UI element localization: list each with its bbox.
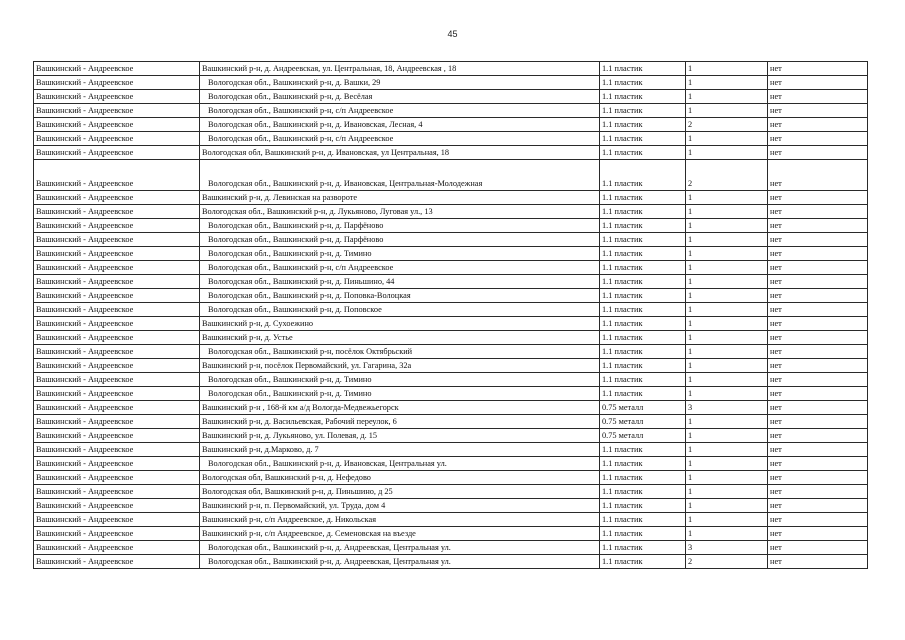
container-type-cell: 1.1 пластик bbox=[600, 471, 686, 485]
container-type-cell: 0.75 металл bbox=[600, 429, 686, 443]
table-row bbox=[34, 541, 868, 555]
table-row bbox=[34, 555, 868, 569]
table-row bbox=[34, 527, 868, 541]
table-row bbox=[34, 90, 868, 104]
district-cell: Вашкинский - Андреевское bbox=[34, 345, 200, 359]
district-cell: Вашкинский - Андреевское bbox=[34, 555, 200, 569]
address-cell: Вашкинский р-н, д. Устье bbox=[200, 331, 600, 345]
container-type-cell: 1.1 пластик bbox=[600, 160, 686, 191]
container-type-cell: 1.1 пластик bbox=[600, 345, 686, 359]
address-cell: Вологодская обл., Вашкинский р-н, посёлок Октябрьский bbox=[200, 345, 600, 359]
address-cell: Вологодская обл., Вашкинский р-н, д. Тимино bbox=[200, 373, 600, 387]
container-type-cell: 1.1 пластик bbox=[600, 289, 686, 303]
container-type-cell: 1.1 пластик bbox=[600, 527, 686, 541]
status-cell: нет bbox=[768, 303, 868, 317]
table-row bbox=[34, 160, 868, 191]
address-cell: Вашкинский р-н, д. Левинская на развороте bbox=[200, 191, 600, 205]
district-cell: Вашкинский - Андреевское bbox=[34, 160, 200, 191]
table-row bbox=[34, 345, 868, 359]
status-cell: нет bbox=[768, 401, 868, 415]
container-type-cell: 1.1 пластик bbox=[600, 233, 686, 247]
status-cell: нет bbox=[768, 160, 868, 191]
page-number: 45 bbox=[447, 29, 458, 39]
container-count-cell: 1 bbox=[686, 275, 768, 289]
district-cell: Вашкинский - Андреевское bbox=[34, 373, 200, 387]
status-cell: нет bbox=[768, 62, 868, 76]
table-row bbox=[34, 118, 868, 132]
container-type-cell: 1.1 пластик bbox=[600, 359, 686, 373]
table-row bbox=[34, 485, 868, 499]
table-row bbox=[34, 247, 868, 261]
district-cell: Вашкинский - Андреевское bbox=[34, 275, 200, 289]
container-type-cell: 1.1 пластик bbox=[600, 275, 686, 289]
district-cell: Вашкинский - Андреевское bbox=[34, 415, 200, 429]
container-type-cell: 1.1 пластик bbox=[600, 146, 686, 160]
district-cell: Вашкинский - Андреевское bbox=[34, 247, 200, 261]
table-row bbox=[34, 457, 868, 471]
container-count-cell: 3 bbox=[686, 401, 768, 415]
district-cell: Вашкинский - Андреевское bbox=[34, 303, 200, 317]
container-count-cell: 1 bbox=[686, 345, 768, 359]
district-cell: Вашкинский - Андреевское bbox=[34, 76, 200, 90]
district-cell: Вашкинский - Андреевское bbox=[34, 205, 200, 219]
container-sites-table bbox=[33, 61, 868, 569]
container-count-cell: 1 bbox=[686, 104, 768, 118]
status-cell: нет bbox=[768, 359, 868, 373]
status-cell: нет bbox=[768, 191, 868, 205]
container-count-cell: 1 bbox=[686, 219, 768, 233]
container-type-cell: 1.1 пластик bbox=[600, 555, 686, 569]
district-cell: Вашкинский - Андреевское bbox=[34, 118, 200, 132]
district-cell: Вашкинский - Андреевское bbox=[34, 219, 200, 233]
container-type-cell: 0.75 металл bbox=[600, 415, 686, 429]
district-cell: Вашкинский - Андреевское bbox=[34, 401, 200, 415]
table-row bbox=[34, 104, 868, 118]
status-cell: нет bbox=[768, 90, 868, 104]
container-type-cell: 1.1 пластик bbox=[600, 132, 686, 146]
container-count-cell: 1 bbox=[686, 90, 768, 104]
district-cell: Вашкинский - Андреевское bbox=[34, 233, 200, 247]
address-cell: Вашкинский р-н, д. Сухоежино bbox=[200, 317, 600, 331]
container-type-cell: 0.75 металл bbox=[600, 401, 686, 415]
container-count-cell: 1 bbox=[686, 233, 768, 247]
address-cell: Вологодская обл., Вашкинский р-н, д. Лукьяново, Луговая ул., 13 bbox=[200, 205, 600, 219]
status-cell: нет bbox=[768, 76, 868, 90]
address-cell: Вологодская обл., Вашкинский р-н, д. Вашки, 29 bbox=[200, 76, 600, 90]
container-count-cell: 2 bbox=[686, 160, 768, 191]
container-type-cell: 1.1 пластик bbox=[600, 205, 686, 219]
table-row bbox=[34, 429, 868, 443]
address-cell: Вашкинский р-н, с/п Андреевское, д. Никольская bbox=[200, 513, 600, 527]
address-cell: Вашкинский р-н, д. Андреевская, ул. Центральная, 18, Андреевская , 18 bbox=[200, 62, 600, 76]
address-cell: Вологодская обл., Вашкинский р-н, д. Весёлая bbox=[200, 90, 600, 104]
container-type-cell: 1.1 пластик bbox=[600, 457, 686, 471]
table-row bbox=[34, 219, 868, 233]
district-cell: Вашкинский - Андреевское bbox=[34, 104, 200, 118]
status-cell: нет bbox=[768, 471, 868, 485]
address-cell: Вологодская обл., Вашкинский р-н, д. Поповка-Волоцкая bbox=[200, 289, 600, 303]
district-cell: Вашкинский - Андреевское bbox=[34, 146, 200, 160]
district-cell: Вашкинский - Андреевское bbox=[34, 62, 200, 76]
address-cell: Вологодская обл., Вашкинский р-н, д. Ивановская, Центральная ул. bbox=[200, 457, 600, 471]
address-cell: Вашкинский р-н , 168-й км а/д Вологда-Медвежьегорск bbox=[200, 401, 600, 415]
container-type-cell: 1.1 пластик bbox=[600, 76, 686, 90]
district-cell: Вашкинский - Андреевское bbox=[34, 485, 200, 499]
status-cell: нет bbox=[768, 373, 868, 387]
address-cell: Вашкинский р-н, д. Лукьяново, ул. Полевая, д. 15 bbox=[200, 429, 600, 443]
district-cell: Вашкинский - Андреевское bbox=[34, 387, 200, 401]
container-type-cell: 1.1 пластик bbox=[600, 104, 686, 118]
container-type-cell: 1.1 пластик bbox=[600, 247, 686, 261]
container-type-cell: 1.1 пластик bbox=[600, 485, 686, 499]
container-type-cell: 1.1 пластик bbox=[600, 513, 686, 527]
status-cell: нет bbox=[768, 247, 868, 261]
address-cell: Вашкинский р-н, с/п Андреевское, д. Семеновская на въезде bbox=[200, 527, 600, 541]
container-count-cell: 3 bbox=[686, 541, 768, 555]
district-cell: Вашкинский - Андреевское bbox=[34, 331, 200, 345]
address-cell: Вологодская обл., Вашкинский р-н, д. Ивановская, Центральная-Молодежная bbox=[200, 160, 600, 191]
container-count-cell: 1 bbox=[686, 457, 768, 471]
container-type-cell: 1.1 пластик bbox=[600, 331, 686, 345]
container-count-cell: 1 bbox=[686, 247, 768, 261]
container-type-cell: 1.1 пластик bbox=[600, 90, 686, 104]
table-row bbox=[34, 331, 868, 345]
address-cell: Вологодская обл., Вашкинский р-н, с/п Андреевское bbox=[200, 132, 600, 146]
district-cell: Вашкинский - Андреевское bbox=[34, 317, 200, 331]
container-count-cell: 1 bbox=[686, 471, 768, 485]
address-cell: Вашкинский р-н, посёлок Первомайский, ул. Гагарина, 32а bbox=[200, 359, 600, 373]
status-cell: нет bbox=[768, 527, 868, 541]
district-cell: Вашкинский - Андреевское bbox=[34, 471, 200, 485]
district-cell: Вашкинский - Андреевское bbox=[34, 527, 200, 541]
container-type-cell: 1.1 пластик bbox=[600, 62, 686, 76]
container-type-cell: 1.1 пластик bbox=[600, 118, 686, 132]
district-cell: Вашкинский - Андреевское bbox=[34, 90, 200, 104]
container-count-cell: 1 bbox=[686, 191, 768, 205]
address-cell: Вашкинский р-н, д. Васильевская, Рабочий переулок, 6 bbox=[200, 415, 600, 429]
status-cell: нет bbox=[768, 331, 868, 345]
table-row bbox=[34, 275, 868, 289]
container-count-cell: 1 bbox=[686, 415, 768, 429]
address-cell: Вологодская обл., Вашкинский р-н, д. Парфёново bbox=[200, 219, 600, 233]
table-row bbox=[34, 261, 868, 275]
table-row bbox=[34, 373, 868, 387]
table-row bbox=[34, 387, 868, 401]
address-cell: Вологодская обл., Вашкинский р-н, д. Поповское bbox=[200, 303, 600, 317]
status-cell: нет bbox=[768, 415, 868, 429]
address-cell: Вологодская обл., Вашкинский р-н, с/п Андреевское bbox=[200, 261, 600, 275]
container-count-cell: 1 bbox=[686, 303, 768, 317]
container-count-cell: 1 bbox=[686, 205, 768, 219]
table-row bbox=[34, 289, 868, 303]
status-cell: нет bbox=[768, 457, 868, 471]
container-type-cell: 1.1 пластик bbox=[600, 373, 686, 387]
status-cell: нет bbox=[768, 132, 868, 146]
container-type-cell: 1.1 пластик bbox=[600, 443, 686, 457]
address-cell: Вашкинский р-н, д.Марково, д. 7 bbox=[200, 443, 600, 457]
status-cell: нет bbox=[768, 289, 868, 303]
status-cell: нет bbox=[768, 317, 868, 331]
container-type-cell: 1.1 пластик bbox=[600, 499, 686, 513]
container-count-cell: 1 bbox=[686, 513, 768, 527]
address-cell: Вологодская обл., Вашкинский р-н, д. Андреевская, Центральная ул. bbox=[200, 541, 600, 555]
status-cell: нет bbox=[768, 513, 868, 527]
address-cell: Вологодская обл., Вашкинский р-н, д. Пиньшино, 44 bbox=[200, 275, 600, 289]
table-row bbox=[34, 499, 868, 513]
container-count-cell: 1 bbox=[686, 443, 768, 457]
container-count-cell: 1 bbox=[686, 373, 768, 387]
district-cell: Вашкинский - Андреевское bbox=[34, 132, 200, 146]
status-cell: нет bbox=[768, 146, 868, 160]
district-cell: Вашкинский - Андреевское bbox=[34, 191, 200, 205]
container-count-cell: 1 bbox=[686, 317, 768, 331]
status-cell: нет bbox=[768, 233, 868, 247]
status-cell: нет bbox=[768, 499, 868, 513]
address-cell: Вологодская обл., Вашкинский р-н, д. Тимино bbox=[200, 247, 600, 261]
container-type-cell: 1.1 пластик bbox=[600, 219, 686, 233]
status-cell: нет bbox=[768, 118, 868, 132]
table-body bbox=[34, 62, 868, 569]
table-row bbox=[34, 205, 868, 219]
container-count-cell: 1 bbox=[686, 359, 768, 373]
table-row bbox=[34, 76, 868, 90]
status-cell: нет bbox=[768, 387, 868, 401]
table-row bbox=[34, 359, 868, 373]
table-row bbox=[34, 62, 868, 76]
table-row bbox=[34, 471, 868, 485]
table-row bbox=[34, 415, 868, 429]
container-count-cell: 1 bbox=[686, 331, 768, 345]
status-cell: нет bbox=[768, 429, 868, 443]
status-cell: нет bbox=[768, 104, 868, 118]
district-cell: Вашкинский - Андреевское bbox=[34, 541, 200, 555]
container-count-cell: 1 bbox=[686, 132, 768, 146]
status-cell: нет bbox=[768, 205, 868, 219]
address-cell: Вашкинский р-н, п. Первомайский, ул. Труда, дом 4 bbox=[200, 499, 600, 513]
container-type-cell: 1.1 пластик bbox=[600, 303, 686, 317]
status-cell: нет bbox=[768, 485, 868, 499]
address-cell: Вологодская обл., Вашкинский р-н, д. Ивановская, Лесная, 4 bbox=[200, 118, 600, 132]
table-row bbox=[34, 132, 868, 146]
address-cell: Вологодская обл., Вашкинский р-н, с/п Андреевское bbox=[200, 104, 600, 118]
table-row bbox=[34, 303, 868, 317]
district-cell: Вашкинский - Андреевское bbox=[34, 499, 200, 513]
address-cell: Вологодская обл, Вашкинский р-н, д. Пиньшино, д 25 bbox=[200, 485, 600, 499]
status-cell: нет bbox=[768, 541, 868, 555]
address-cell: Вологодская обл, Вашкинский р-н, д. Ивановская, ул Центральная, 18 bbox=[200, 146, 600, 160]
container-count-cell: 1 bbox=[686, 76, 768, 90]
table-row bbox=[34, 443, 868, 457]
table-row bbox=[34, 146, 868, 160]
container-count-cell: 2 bbox=[686, 118, 768, 132]
container-type-cell: 1.1 пластик bbox=[600, 541, 686, 555]
status-cell: нет bbox=[768, 261, 868, 275]
container-count-cell: 1 bbox=[686, 261, 768, 275]
table-row bbox=[34, 191, 868, 205]
container-type-cell: 1.1 пластик bbox=[600, 317, 686, 331]
container-count-cell: 1 bbox=[686, 289, 768, 303]
address-cell: Вологодская обл., Вашкинский р-н, д. Тимино bbox=[200, 387, 600, 401]
table-row bbox=[34, 317, 868, 331]
container-count-cell: 1 bbox=[686, 499, 768, 513]
address-cell: Вологодская обл., Вашкинский р-н, д. Парфёново bbox=[200, 233, 600, 247]
district-cell: Вашкинский - Андреевское bbox=[34, 513, 200, 527]
container-count-cell: 1 bbox=[686, 429, 768, 443]
container-type-cell: 1.1 пластик bbox=[600, 387, 686, 401]
district-cell: Вашкинский - Андреевское bbox=[34, 289, 200, 303]
status-cell: нет bbox=[768, 345, 868, 359]
district-cell: Вашкинский - Андреевское bbox=[34, 261, 200, 275]
table-row bbox=[34, 513, 868, 527]
container-count-cell: 1 bbox=[686, 387, 768, 401]
container-count-cell: 1 bbox=[686, 62, 768, 76]
container-type-cell: 1.1 пластик bbox=[600, 191, 686, 205]
table-row bbox=[34, 233, 868, 247]
status-cell: нет bbox=[768, 555, 868, 569]
district-cell: Вашкинский - Андреевское bbox=[34, 443, 200, 457]
district-cell: Вашкинский - Андреевское bbox=[34, 429, 200, 443]
container-count-cell: 2 bbox=[686, 555, 768, 569]
container-type-cell: 1.1 пластик bbox=[600, 261, 686, 275]
container-count-cell: 1 bbox=[686, 485, 768, 499]
district-cell: Вашкинский - Андреевское bbox=[34, 359, 200, 373]
status-cell: нет bbox=[768, 219, 868, 233]
status-cell: нет bbox=[768, 275, 868, 289]
address-cell: Вологодская обл, Вашкинский р-н, д. Нефедово bbox=[200, 471, 600, 485]
district-cell: Вашкинский - Андреевское bbox=[34, 457, 200, 471]
status-cell: нет bbox=[768, 443, 868, 457]
container-count-cell: 1 bbox=[686, 527, 768, 541]
address-cell: Вологодская обл., Вашкинский р-н, д. Андреевская, Центральная ул. bbox=[200, 555, 600, 569]
container-count-cell: 1 bbox=[686, 146, 768, 160]
table-row bbox=[34, 401, 868, 415]
